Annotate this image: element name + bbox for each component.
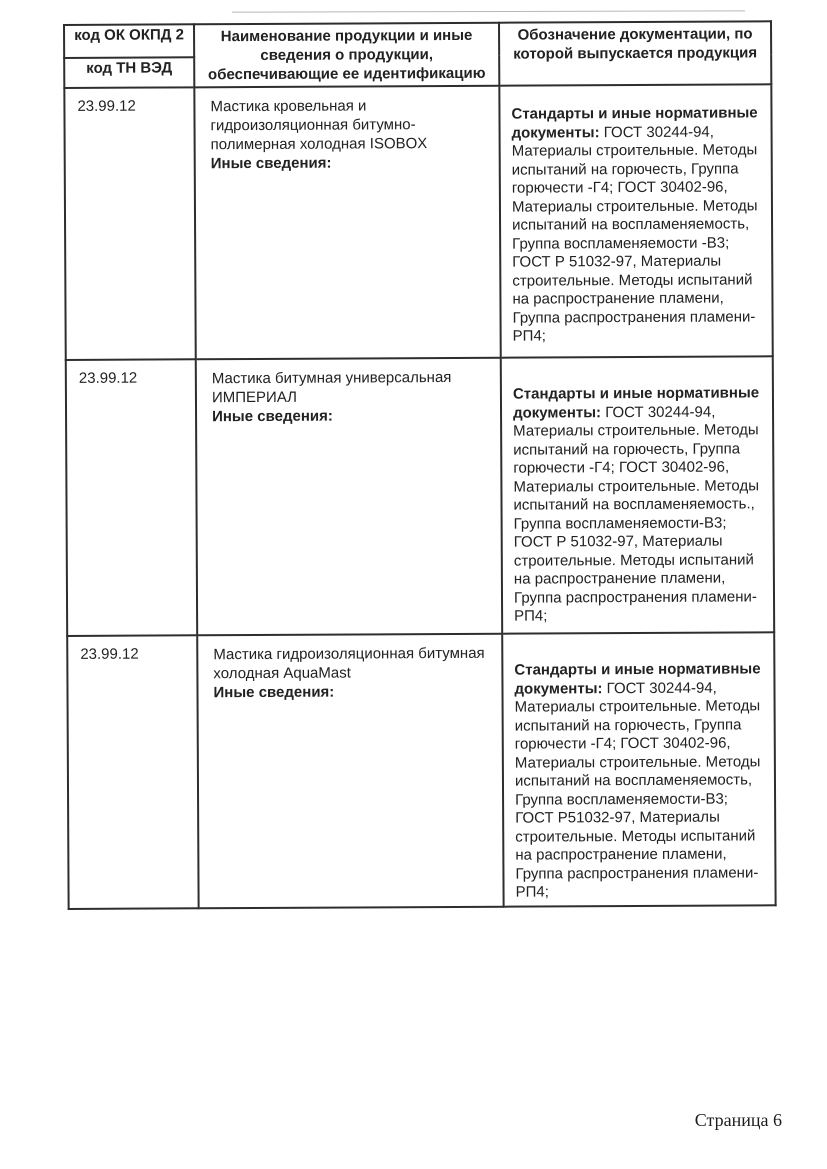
page-number: Страница 6: [694, 1110, 782, 1130]
header-documentation: Обозначение документации, по которой выпускается продукция: [499, 21, 771, 85]
table-row: [67, 632, 775, 909]
products-table: [63, 20, 777, 910]
product-name-cell: [194, 86, 500, 360]
scan-artifact-line: [232, 10, 745, 12]
docs-body: ГОСТ 30244-94, Материалы строительные. Методы испытаний на горючесть, Группа горючести -Г4; ГОСТ 30402-96, Материалы строительные. Методы испытаний на воспламеняемость., Группа воспламеняемости-В3; ГОСТ Р 51032-97, Материалы строительные. Методы испытаний на распространение пламени, Группа распространения пламени-РП4;: [513, 403, 760, 625]
header-code-tnved: код ТН ВЭД: [64, 57, 194, 88]
product-name: Мастика гидроизоляционная битумная холодная AquaMast: [213, 644, 485, 683]
docs-cell: [502, 632, 775, 906]
product-name: Мастика кровельная и гидроизоляционная битумно- полимерная холодная ISOBOX: [210, 97, 428, 154]
code-cell: 23.99.12: [64, 87, 195, 360]
header-product-name: Наименование продукции и иные сведения о продукции, обеспечивающие ее идентификацию: [194, 23, 499, 88]
table-row: [64, 84, 772, 360]
code-cell: 23.99.12: [67, 635, 198, 909]
table-header: [64, 21, 771, 88]
code-cell: 23.99.12: [66, 359, 197, 636]
product-name-cell: [197, 634, 503, 909]
product-certification-table: [63, 20, 777, 910]
table-row: [66, 356, 774, 636]
other-info-label: Иные сведения:: [213, 683, 335, 702]
docs-cell: [501, 356, 774, 633]
docs-lead: Стандарты и иные нормативные документы:: [514, 660, 761, 698]
docs-lead: Стандарты и иные нормативные документы:: [512, 384, 760, 422]
other-info-label: Иные сведения:: [212, 407, 333, 426]
other-info-label: Иные сведения:: [210, 154, 332, 173]
docs-cell: [499, 84, 772, 357]
docs-lead: Стандарты и иные нормативные документы:: [511, 104, 758, 142]
header-code-okpd: код ОК ОКПД 2: [64, 24, 194, 57]
docs-body: ГОСТ 30244-94, Материалы строительные. Методы испытаний на горючесть, Группа горючести -Г4; ГОСТ 30402-96, Материалы строительные. Методы испытаний на воспламеняемость, Группа воспламеняемости -В3; ГОСТ Р 51032-97, Материалы строительные. Методы испытаний на распространение пламени, Группа распространения пламени-РП4;: [511, 123, 758, 345]
docs-body: ГОСТ 30244-94, Материалы строительные. Методы испытаний на горючесть, Группа горючести -Г4; ГОСТ 30402-96, Материалы строительные. Методы испытаний на воспламеняемость, Группа воспламеняемости-В3; ГОСТ Р51032-97, Материалы строительные. Методы испытаний на распространение пламени, Группа распространения пламени-РП4;: [514, 679, 761, 901]
product-name-cell: [196, 358, 502, 636]
product-name: Мастика битумная универсальная ИМПЕРИАЛ: [211, 368, 452, 407]
